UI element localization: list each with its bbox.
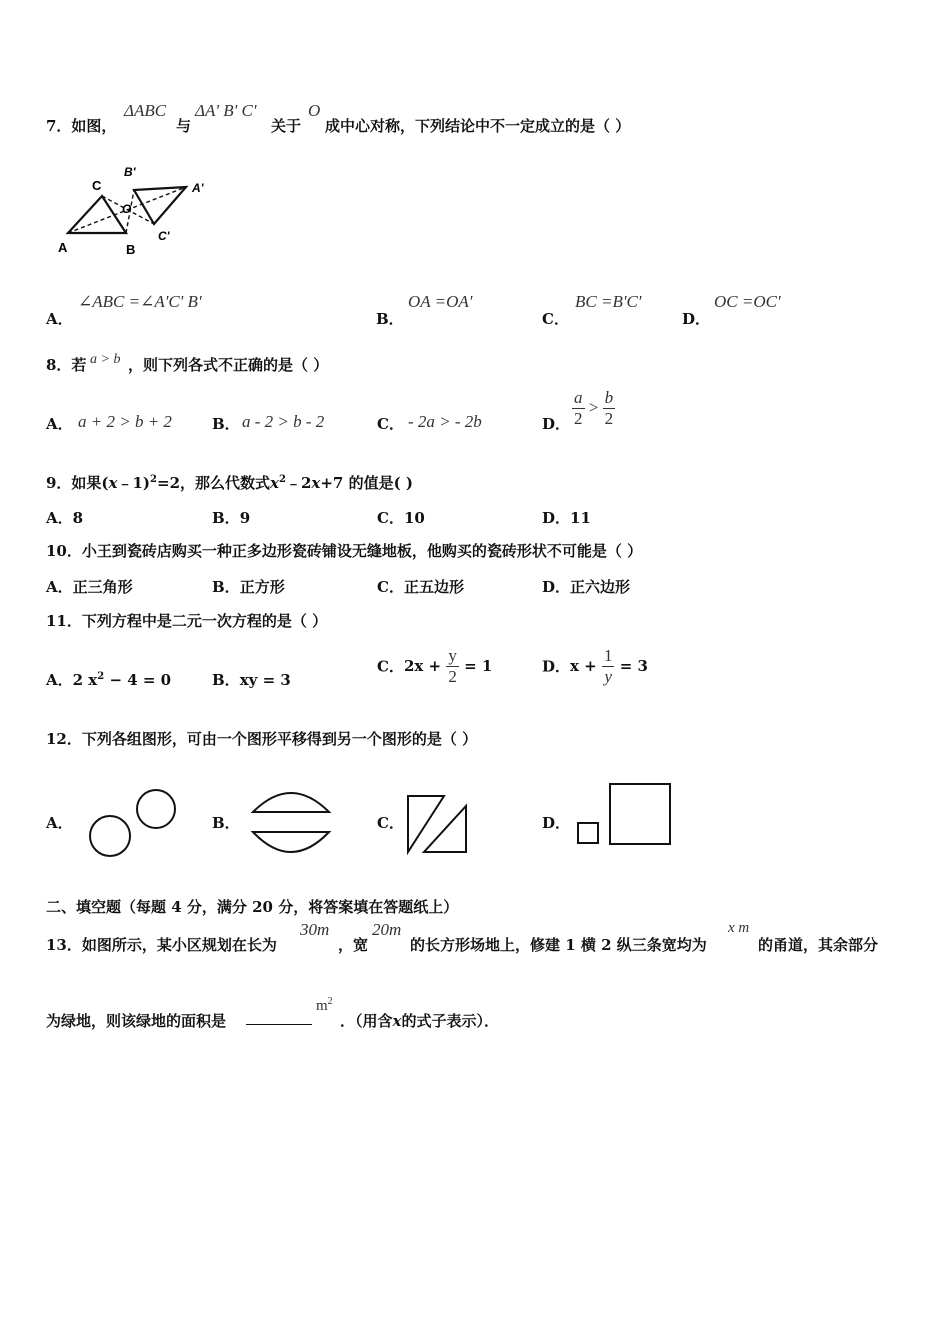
q12-c-triangle-right xyxy=(424,806,466,852)
q8-option-c-label[interactable]: C． xyxy=(377,415,404,433)
q8-option-a-label[interactable]: A． xyxy=(46,415,73,433)
q8-option-d-label[interactable]: D． xyxy=(542,415,571,433)
q7-option-d-expr: OC =OC' xyxy=(714,292,781,311)
q7-text-with: 与 xyxy=(176,117,192,135)
q11-option-c[interactable]: C．2x + $\frac{y}{2}$ = 1 xyxy=(377,646,493,686)
q12-a-circle-small xyxy=(90,816,130,856)
q7-label-c: C xyxy=(92,178,102,193)
q7-label-o: O xyxy=(122,202,132,216)
q10-option-b[interactable]: B．正方形 xyxy=(212,578,285,596)
q7-label-a: A xyxy=(58,240,68,255)
q10-option-d[interactable]: D．正六边形 xyxy=(542,578,631,596)
q9-option-d[interactable]: D．11 xyxy=(542,509,591,527)
q7-triangle-abc: ΔABC xyxy=(124,101,167,120)
q11-option-c-frac: $\frac{y}{2}$ xyxy=(448,646,457,686)
q13-width: 20m xyxy=(372,920,402,939)
q7-point-o: O xyxy=(308,101,321,120)
q10-option-a[interactable]: A．正三角形 xyxy=(46,578,133,596)
q12-figure-a xyxy=(80,780,190,864)
q8-option-c-expr: - 2a > - 2b xyxy=(408,412,482,431)
q7-text-about: 关于 xyxy=(271,117,302,135)
q9-stem: 9．如果(x﹣1)$^2$=2，那么代数式$x^2﹣2x+7$ 的值是( ) xyxy=(46,474,413,492)
q8-stem-rest: ，则下列各式不正确的是（ ） xyxy=(128,356,329,374)
q9-option-c[interactable]: C．10 xyxy=(377,509,425,527)
q9-option-b[interactable]: B．9 xyxy=(212,509,251,527)
q11-option-d[interactable]: D．x + $\frac{1}{y}$ = 3 xyxy=(542,646,648,686)
q8-option-d-frac-b: $\frac{b}{2}$ xyxy=(604,388,614,428)
q13-line2-b: ．（用含x的式子表示）． xyxy=(340,1012,499,1030)
q12-b-arc-bottom xyxy=(253,832,329,852)
q12-c-triangle-left xyxy=(408,796,444,852)
q7-triangle-a1b1c1-shape xyxy=(134,187,186,224)
q11-option-a[interactable]: A．2 $x^2 - 4 = 0$ xyxy=(46,671,172,689)
q8-stem-prefix: 8．若 xyxy=(46,356,87,374)
q7-triangle-a1b1c1: ΔA' B' C' xyxy=(195,101,257,120)
q12-option-b-label[interactable]: B． xyxy=(212,814,240,832)
q13-unit: $m^2$ xyxy=(316,996,333,1014)
q7-label-b: B xyxy=(126,242,136,257)
q12-figure-d xyxy=(572,780,676,848)
q13-line1-c: 的长方形场地上，修建 1 横 2 纵三条宽均为 xyxy=(410,936,707,954)
q8-option-b-label[interactable]: B． xyxy=(212,415,240,433)
q13-x-width: x m xyxy=(728,920,750,936)
q12-figure-b xyxy=(245,784,337,860)
q12-d-square-small xyxy=(578,823,598,843)
q12-option-c-label[interactable]: C． xyxy=(377,814,404,832)
q8-option-b-expr: a - 2 > b - 2 xyxy=(242,412,325,431)
q13-line2-a: 为绿地，则该绿地的面积是 xyxy=(46,1012,227,1030)
q12-option-d-label[interactable]: D． xyxy=(542,814,571,832)
q7-text-rest: 成中心对称，下列结论中不一定成立的是（ ） xyxy=(325,117,631,135)
q12-a-circle-large xyxy=(137,790,175,828)
q7-option-b-expr: OA =OA' xyxy=(408,292,473,311)
q7-option-c-label[interactable]: C． xyxy=(542,310,569,328)
q10-option-c[interactable]: C．正五边形 xyxy=(377,578,464,596)
q13-answer-blank[interactable] xyxy=(246,1010,312,1029)
q8-option-d-expr: $\frac{a}{2}$ > $\frac{b}{2}$ xyxy=(574,388,614,428)
q13-line1-b: ，宽 xyxy=(338,936,369,954)
q7-label-c1: C' xyxy=(158,229,170,243)
q13-line1-a: 13．如图所示，某小区规划在长为 xyxy=(46,936,277,954)
q7-stem: 7．如图， xyxy=(46,117,117,135)
q13-line1-d: 的甬道，其余部分 xyxy=(758,936,879,954)
q12-figure-c xyxy=(402,792,474,858)
q7-option-a-expr: ∠ABC =∠A'C' B' xyxy=(78,292,202,311)
q7-option-c-expr: BC =B'C' xyxy=(575,292,642,311)
q12-stem: 12．下列各组图形，可由一个图形平移得到另一个图形的是（ ） xyxy=(46,730,478,748)
q8-condition: a > b xyxy=(90,352,121,367)
q7-option-d-label[interactable]: D． xyxy=(682,310,711,328)
section2-title: 二、填空题（每题 4 分，满分 20 分，将答案填在答题纸上） xyxy=(46,898,459,916)
q11-option-b[interactable]: B．xy = 3 xyxy=(212,671,291,689)
q7-option-b-label[interactable]: B． xyxy=(376,310,404,328)
q11-option-d-frac: $\frac{1}{y}$ xyxy=(603,646,613,686)
q11-stem: 11．下列方程中是二元一次方程的是（ ） xyxy=(46,612,328,630)
q7-label-a1: A' xyxy=(192,181,204,195)
q7-figure xyxy=(52,158,222,260)
q12-option-a-label[interactable]: A． xyxy=(46,814,73,832)
q10-stem: 10．小王到瓷砖店购买一种正多边形瓷砖铺设无缝地板，他购买的瓷砖形状不可能是（ ） xyxy=(46,542,643,560)
q7-label-b1: B' xyxy=(124,165,136,179)
q12-d-square-large xyxy=(610,784,670,844)
q8-option-d-frac-a: $\frac{a}{2}$ xyxy=(574,388,583,428)
q8-option-a-expr: a + 2 > b + 2 xyxy=(78,412,172,431)
q13-length: 30m xyxy=(300,920,330,939)
q12-b-arc-top xyxy=(253,793,329,812)
q9-option-a[interactable]: A．8 xyxy=(46,509,84,527)
q7-option-a-label[interactable]: A． xyxy=(46,310,73,328)
